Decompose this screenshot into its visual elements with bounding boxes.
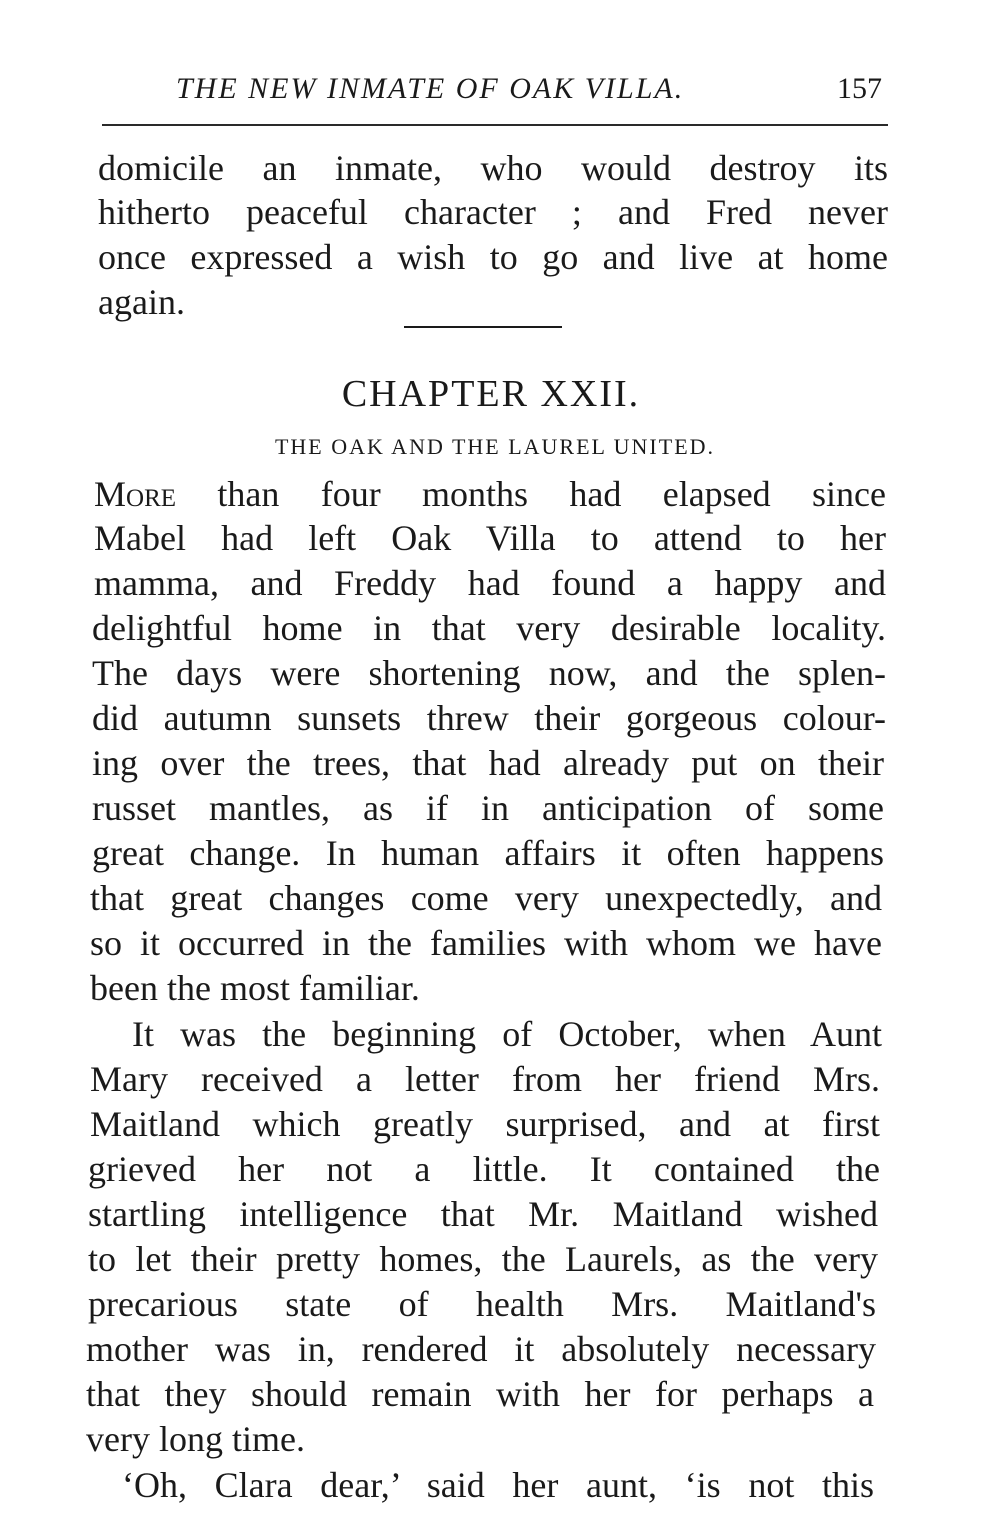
text-line: so it occurred in the families with whom we have	[90, 923, 882, 963]
text-line: again.	[98, 282, 185, 322]
header-rule	[102, 124, 888, 126]
text-line: very long time.	[86, 1419, 305, 1459]
text-line: Mabel had left Oak Villa to attend to her	[94, 518, 886, 558]
text-line: ing over the trees, that had already put on their	[92, 743, 884, 783]
text-line: russet mantles, as if in anticipation of some	[92, 788, 884, 828]
text-line: Mary received a letter from her friend Mrs.	[90, 1059, 880, 1099]
text-line	[94, 472, 886, 516]
text-line: great change. In human affairs it often happens	[92, 833, 884, 873]
text-line: mother was in, rendered it absolutely necessary	[86, 1329, 876, 1369]
text-line: ‘Oh, Clara dear,’ said her aunt, ‘is not this	[122, 1465, 874, 1505]
text-line: that they should remain with her for perhaps a	[86, 1374, 874, 1414]
text-line: that great changes come very unexpectedly, and	[90, 878, 882, 918]
text-line: grieved her not a little. It contained the	[88, 1149, 880, 1189]
text-line: It was the beginning of October, when Aunt	[132, 1014, 882, 1054]
text-line: to let their pretty homes, the Laurels, as the very	[88, 1239, 878, 1279]
text-line: did autumn sunsets threw their gorgeous colour-	[92, 698, 886, 738]
running-title: THE NEW INMATE OF OAK VILLA.	[176, 72, 685, 105]
page-number: 157	[837, 72, 882, 105]
chapter-title: CHAPTER XXII.	[341, 373, 641, 415]
text-line: The days were shortening now, and the splen-	[92, 653, 886, 693]
text-line: Maitland which greatly surprised, and at first	[90, 1104, 880, 1144]
text-line: domicile an inmate, who would destroy its	[98, 148, 888, 188]
running-head	[100, 72, 890, 112]
text-line: startling intelligence that Mr. Maitland wished	[88, 1194, 878, 1234]
section-divider	[404, 326, 562, 328]
text-span: than four months had elapsed since	[176, 474, 886, 514]
text-line: once expressed a wish to go and live at home	[98, 237, 888, 277]
opening-word: More	[94, 474, 177, 514]
text-line: mamma, and Freddy had found a happy and	[94, 563, 886, 603]
text-line: hitherto peaceful character ; and Fred never	[98, 192, 888, 232]
text-line: precarious state of health Mrs. Maitland's	[88, 1284, 876, 1324]
text-line: delightful home in that very desirable locality.	[92, 608, 886, 648]
chapter-subtitle: THE OAK AND THE LAUREL UNITED.	[274, 434, 716, 459]
text-line: been the most familiar.	[90, 968, 420, 1008]
